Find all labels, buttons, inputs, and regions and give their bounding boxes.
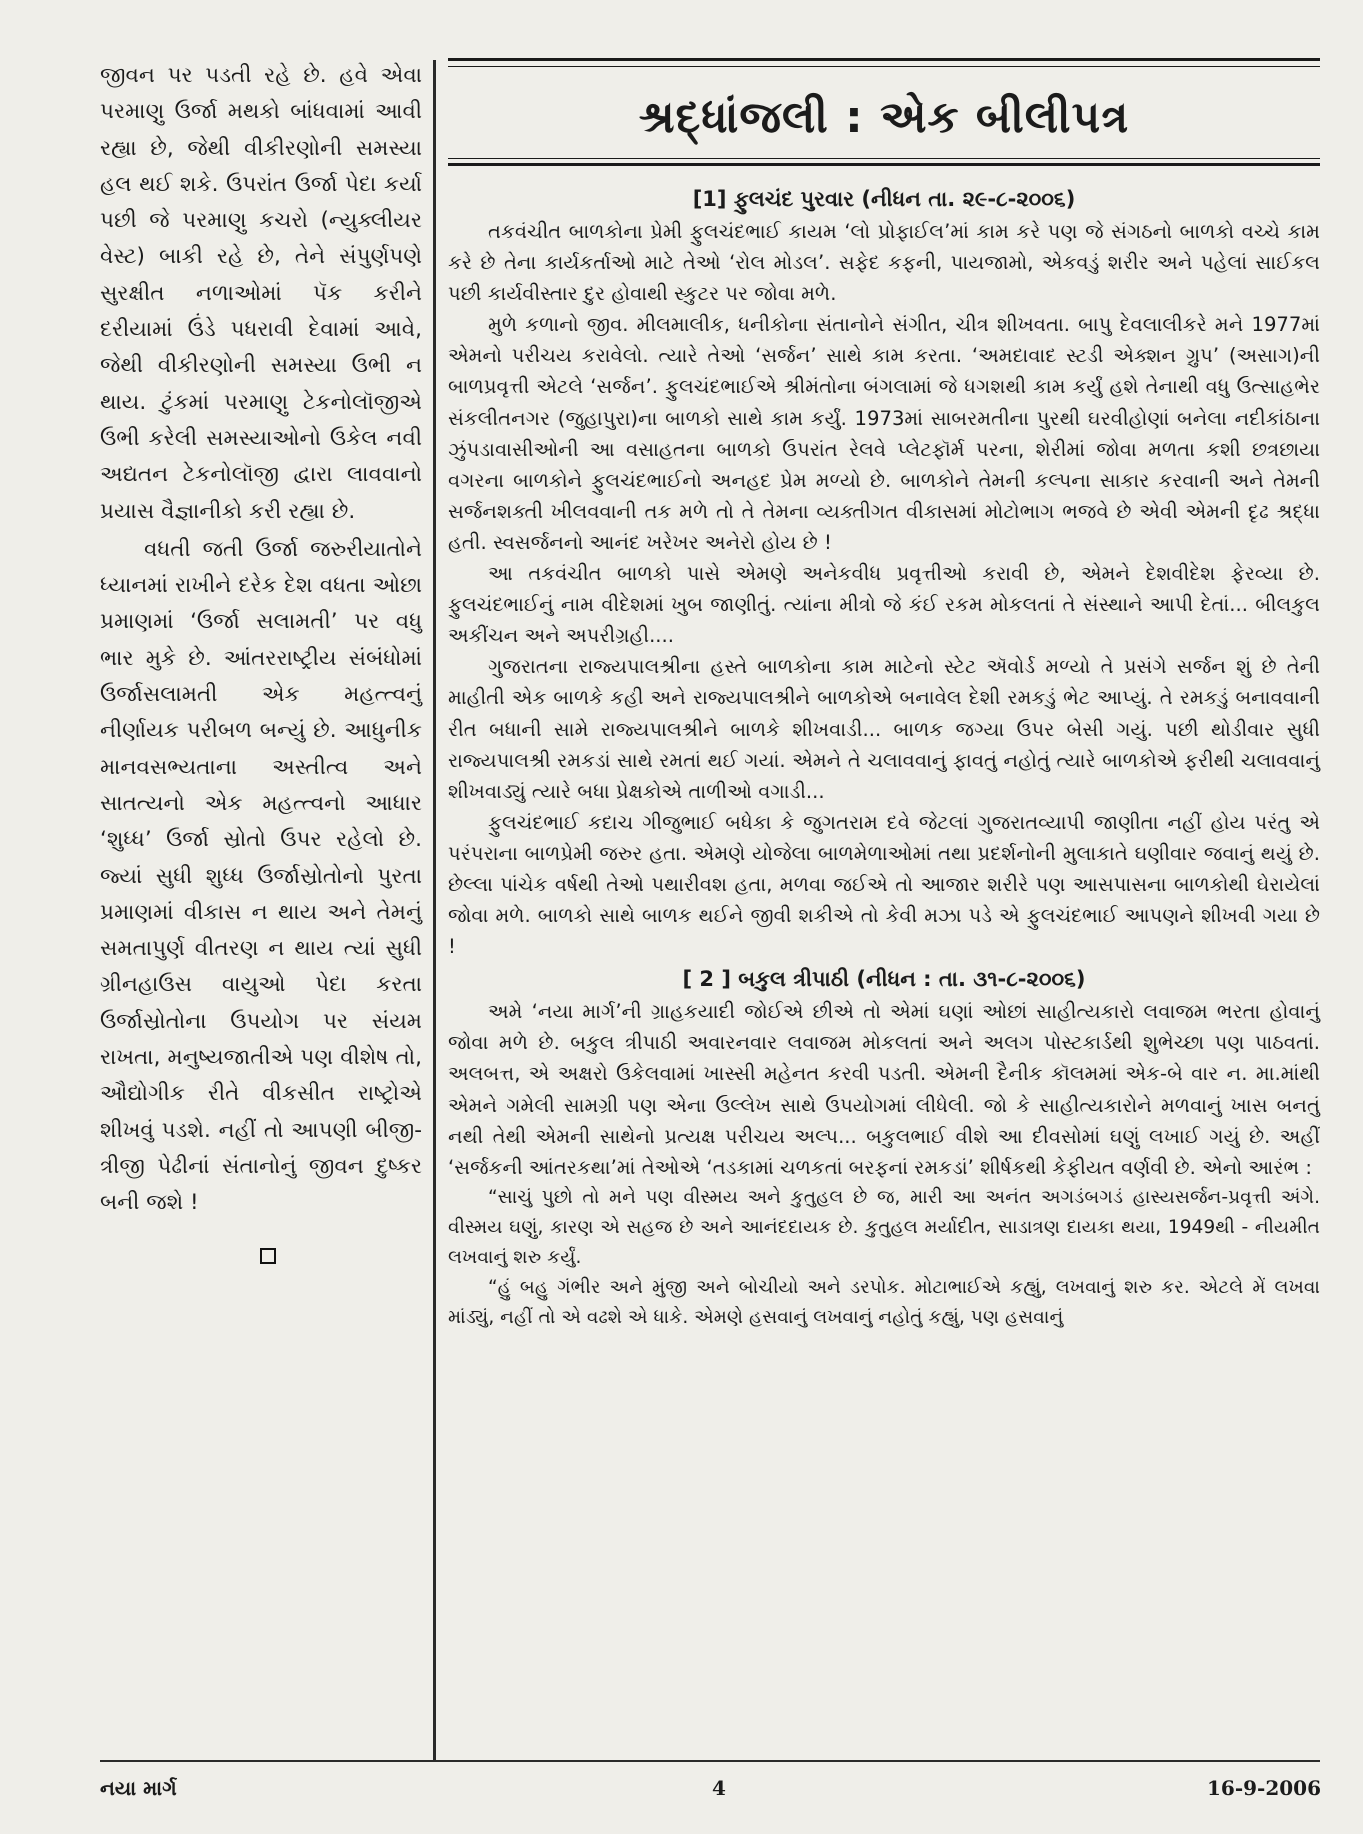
article-paragraph: અમે ‘નયા માર્ગ’ની ગ્રાહકયાદી જોઈએ છીએ તો એમાં ઘણાં ઓછાં સાહીત્યકારો લવાજમ ભરતા હોવાનું જોવા મળે છે. બકુલ ત્રીપાઠી અવારનવાર લવાજમ મોકલતાં અને અલગ પોસ્ટકાર્ડથી શુભેચ્છા પણ પાઠવતાં. અલબત્ત, એ અક્ષરો ઉકેલવામાં ખાસ્સી મહેનત કરવી પડતી. એમની દૈનીક કૉલમમાં એક-બે વાર ન. મા.માંથી એમને ગમેલી સામગ્રી પણ એના ઉલ્લેખ સાથે ઉપયોગમાં લીધેલી. જો કે સાહીત્યકારોને મળવાનું ખાસ બનતું નથી તેથી એમની સાથેનો પ્રત્યક્ષ પરીચય અલ્પ... બકુલભાઈ વીશે આ દીવસોમાં ઘણું લખાઈ ગયું છે. અહીં ‘સર્જકની આંતરકથા’માં તેઓએ ‘તડકામાં ચળકતાં બરફનાં રમકડાં’ શીર્ષકથી કેફીયત વર્ણવી છે. એનો આરંભ : [448, 1000, 1320, 1179]
quote-paragraph: “હું બહુ ગંભીર અને મુંજી અને બોચીયો અને ડરપોક. મોટાભાઈએ કહ્યું, લખવાનું શરુ કર. એટલે મેં લખવા માંડ્યું, નહીં તો એ વઢશે એ ધાકે. એમણે હસવાનું લખવાનું નહોતું કહ્યું, પણ હસવાનું [448, 1276, 1320, 1328]
header-rule-bottom-thin [448, 158, 1320, 159]
quote-paragraph: “સાચું પુછો તો મને પણ વીસ્મય અને કુતુહલ છે જ, મારી આ અનંત અગડંબગડં હાસ્યસર્જન-પ્રવૃત્તી અંગે. વીસ્મય ઘણું, કારણ એ સહજ છે અને આનંદદાયક છે. કુતુહલ મર્યાદીત, સાડાત્રણ દાયકા થયા, 1949થી - નીયમીત લખવાનું શરુ કર્યું. [448, 1186, 1320, 1268]
left-paragraph: જીવન પર પડતી રહે છે. હવે એવા પરમાણુ ઉર્જા મથકો બાંધવામાં આવી રહ્યા છે, જેથી વીકીરણોની સમસ્યા હલ થઈ શકે. ઉપરાંત ઉર્જા પેદા કર્યા પછી જે પરમાણુ કચરો (ન્યુક્લીયર વેસ્ટ) બાકી રહે છે, તેને સંપુર્ણપણે સુરક્ષીત નળાઓમાં પૅક કરીને દરીયામાં ઉંડે પધરાવી દેવામાં આવે, જેથી વીકીરણોની સમસ્યા ઉભી ન થાય. ટુંકમાં પરમાણુ ટેકનોલૉજીએ ઉભી કરેલી સમસ્યાઓનો ઉકેલ નવી અદ્યતન ટેકનોલૉજી દ્વારા લાવવાનો પ્રયાસ વૈજ્ઞાનીકો કરી રહ્યા છે. [100, 63, 422, 524]
left-column [100, 58, 422, 1264]
article-paragraph: આ તકવંચીત બાળકો પાસે એમણે અનેકવીધ પ્રવૃત્તીઓ કરાવી છે, એમને દેશવીદેશ ફેરવ્યા છે. ફુલચંદભાઈનું નામ વીદેશમાં ખુબ જાણીતું. ત્યાંના મીત્રો જે કંઈ રકમ મોકલતાં તે સંસ્થાને આપી દેતાં... બીલકુલ અકીંચન અને અપરીગ્રહી.... [448, 562, 1320, 648]
column-divider [433, 60, 436, 1760]
article-paragraph: ફુલચંદભાઈ કદાચ ગીજુભાઈ બધેકા કે જુગતરામ દવે જેટલાં ગુજરાતવ્યાપી જાણીતા નહીં હોય પરંતુ એ પરંપરાના બાળપ્રેમી જરુર હતા. એમણે યોજેલા બાળમેળાઓમાં તથા પ્રદર્શનોની મુલાકાતે ઘણીવાર જવાનું થયું છે. છેલ્લા પાંચેક વર્ષથી તેઓ પથારીવશ હતા, મળવા જઈએ તો આજાર શરીરે પણ આસપાસના બાળકોથી ઘેરાયેલાં જોવા મળે. બાળકો સાથે બાળક થઈને જીવી શકીએ તો કેવી મઝા પડે એ ફુલચંદભાઈ આપણને શીખવી ગયા છે ! [448, 810, 1320, 959]
article-body [448, 182, 1320, 1333]
header-rule-bottom [448, 163, 1320, 166]
end-square-icon [260, 1248, 276, 1264]
page-number: 4 [712, 1776, 726, 1800]
article-paragraph: તકવંચીત બાળકોના પ્રેમી ફુલચંદભાઈ કાયમ ‘લો પ્રોફાઈલ’માં કામ કરે પણ જે સંગઠનો બાળકો વચ્ચે કામ કરે છે તેના કાર્યકર્તાઓ માટે તેઓ ‘રોલ મોડલ’. સફેદ કફની, પાયજામો, એકવડું શરીર અને પહેલાં સાઈકલ પછી કાર્યવીસ્તાર દુર હોવાથી સ્કુટર પર જોવા મળે. [448, 220, 1320, 306]
header-rule-top-thin [448, 66, 1320, 67]
section-heading: [ 2 ] બકુલ ત્રીપાઠી (નીધન : તા. ૩૧-૮-૨૦૦૬) [682, 967, 1086, 992]
left-paragraph: વધતી જતી ઉર્જા જરુરીયાતોને ધ્યાનમાં રાખીને દરેક દેશ વધતા ઓછા પ્રમાણમાં ‘ઉર્જા સલામતી’ પર વધુ ભાર મુકે છે. આંતરરાષ્ટ્રીય સંબંધોમાં ઉર્જાસલામતી એક મહત્ત્વનું નીર્ણાયક પરીબળ બન્યું છે. આધુનીક માનવસભ્યતાના અસ્તીત્વ અને સાતત્યનો એક મહત્ત્વનો આધાર ‘શુધ્ધ’ ઉર્જા સ્રોતો ઉપર રહેલો છે. જ્યાં સુધી શુધ્ધ ઉર્જાસ્રોતોનો પુરતા પ્રમાણમાં વીકાસ ન થાય અને તેમનું સમતાપુર્ણ વીતરણ ન થાય ત્યાં સુધી ગ્રીનહાઉસ વાયુઓ પેદા કરતા ઉર્જાસ્રોતોના ઉપયોગ પર સંયમ રાખતા, મનુષ્યજાતીએ પણ વીશેષ તો, ઔદ્યોગીક રીતે વીકસીત રાષ્ટ્રોએ શીખવું પડશે. નહીં તો આપણી બીજી-ત્રીજી પેઢીનાં સંતાનોનું જીવન દુષ્કર બની જશે ! [100, 536, 422, 1216]
issue-date: 16-9-2006 [1206, 1776, 1321, 1800]
article-paragraph: ગુજરાતના રાજ્યપાલશ્રીના હસ્તે બાળકોના કામ માટેનો સ્ટેટ ઍવોર્ડ મળ્યો તે પ્રસંગે સર્જન શું છે તેની માહીતી એક બાળકે કહી અને રાજ્યપાલશ્રીને બાળકોએ બનાવેલ દેશી રમકડું ભેટ આપ્યું. તે રમકડું બનાવવાની રીત બધાની સામે રાજ્યપાલશ્રીને બાળકે શીખવાડી... બાળક જગ્યા ઉપર બેસી ગયું. પછી થોડીવાર સુધી રાજ્યપાલશ્રી રમકડાં સાથે રમતાં થઈ ગયાં. એમને તે ચલાવવાનું ફાવતું નહોતું ત્યારે બાળકોએ ફરીથી ચલાવવાનું શીખવાડ્યું ત્યારે બધા પ્રેક્ષકોએ તાળીઓ વગાડી... [448, 655, 1320, 803]
publication-name: નયા માર્ગ [100, 1776, 177, 1800]
article-title: શ્રદ્ધાંજલી : એક બીલીપત્ર [638, 92, 1130, 143]
article-paragraph: મુળે કળાનો જીવ. મીલમાલીક, ધનીકોના સંતાનોને સંગીત, ચીત્ર શીખવતા. બાપુ દેવલાલીકરે મને 1977માં એમનો પરીચય કરાવેલો. ત્યારે તેઓ ‘સર્જન’ સાથે કામ કરતા. ‘અમદાવાદ સ્ટડી એક્શન ગ્રુપ’ (અસાગ)ની બાળપ્રવૃત્તી એટલે ‘સર્જન’. ફુલચંદભાઈએ શ્રીમંતોના બંગલામાં જે ધગશથી કામ કર્યું હશે તેનાથી વધુ ઉત્સાહભેર સંકલીતનગર (જુહાપુરા)ના બાળકો સાથે કામ કર્યું. 1973માં સાબરમતીના પુરથી ઘરવીહોણાં બનેલા નદીકાંઠાના ઝુંપડાવાસીઓની આ વસાહતના બાળકો ઉપરાંત રેલવે પ્લેટફૉર્મ પરના, શેરીમાં જોવા મળતા કશી છત્રછાયા વગરના બાળકોને ફુલચંદભાઈનો અનહદ પ્રેમ મળ્યો છે. બાળકોને તેમની કલ્પના સાકાર કરવાની અને તેમની સર્જનશક્તી ખીલવવાની તક મળે તો તે તેમના વ્યક્તીગત વીકાસમાં મોટોભાગ ભજવે છે એવી એમની દૃઢ શ્રદ્ધા હતી. સ્વસર્જનનો આનંદ ખરેખર અનેરો હોય છે ! [448, 313, 1320, 554]
section-heading: [1] ફુલચંદ પુરવાર (નીધન તા. ૨૯-૮-૨૦૦૬) [692, 187, 1076, 211]
header-rule-top [448, 58, 1320, 61]
footer-rule [100, 1760, 1320, 1762]
